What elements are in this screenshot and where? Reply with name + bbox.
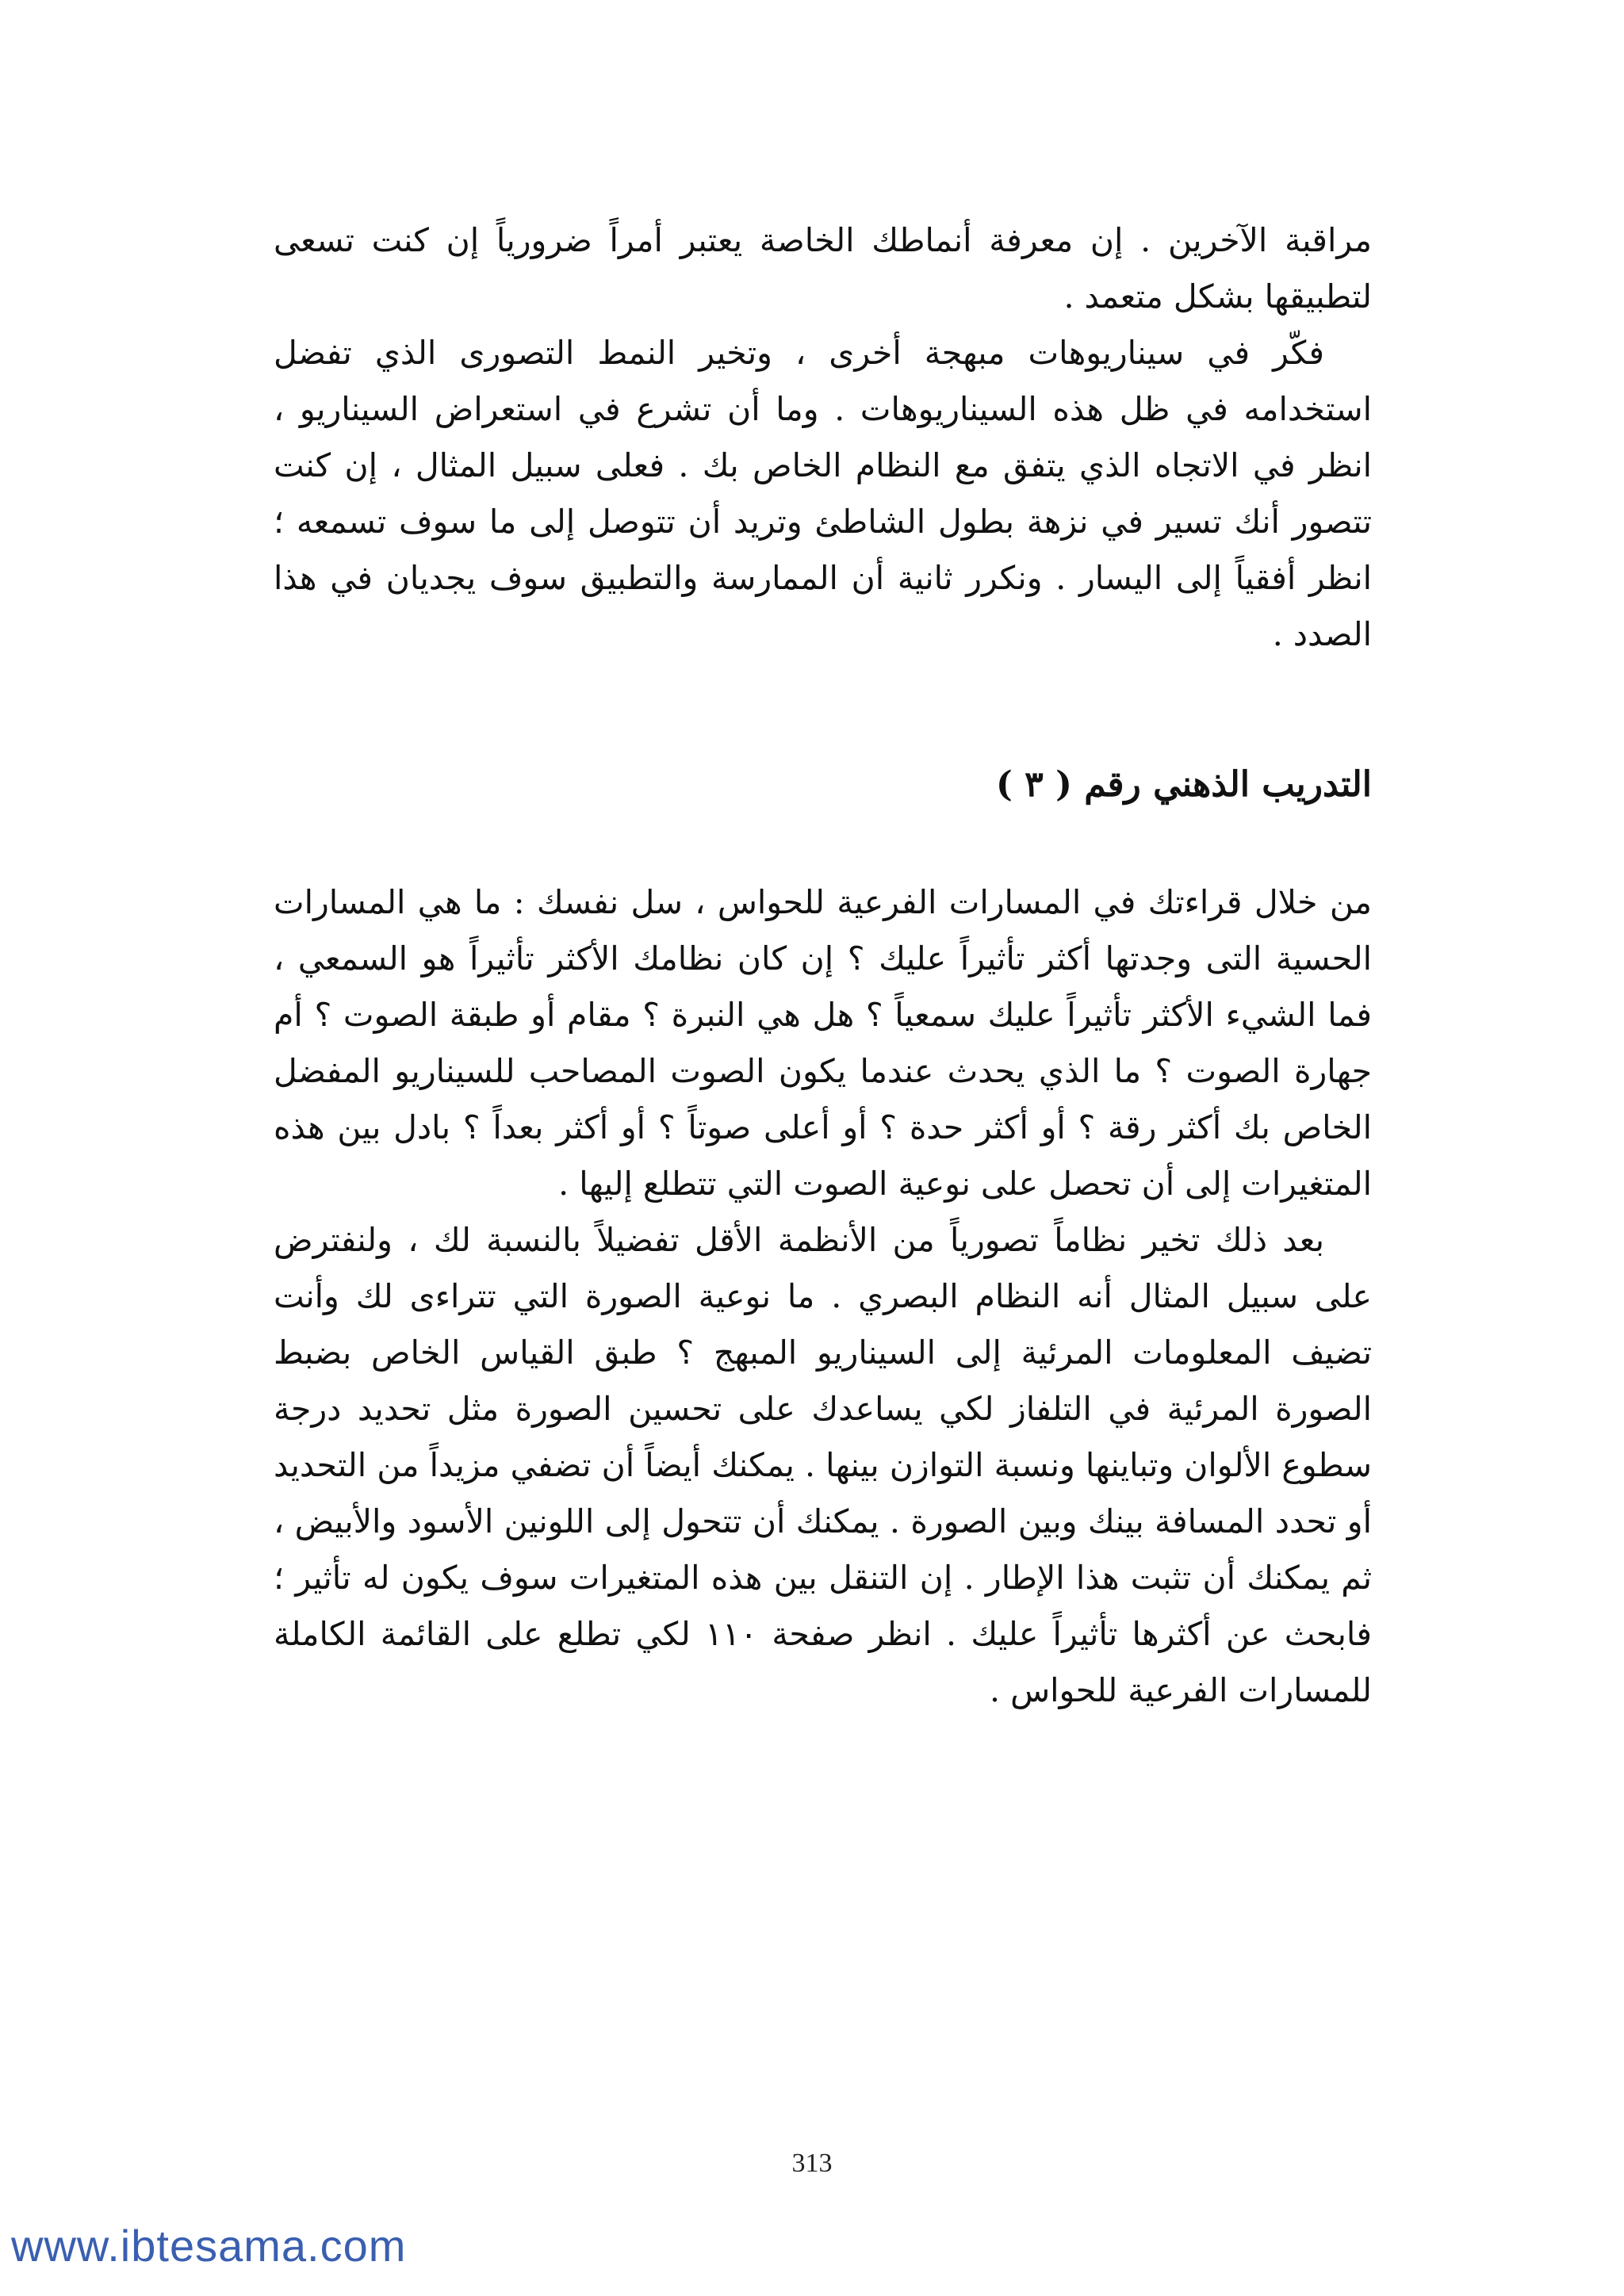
paragraph: من خلال قراءتك في المسارات الفرعية للحواس ، سل نفسك : ما هي المسارات الحسية التى وجدتها أكثر تأثيراً عليك ؟ إن كان نظامك الأكثر تأثيراً هو السمعي ، فما الشيء الأكثر تأثيراً عليك سمعياً ؟ هل هي النبرة ؟ مقام أو طبقة الصوت ؟ أم جهارة الصوت ؟ ما الذي يحدث عندما يكون الصوت المصاحب للسيناريو المفضل الخاص بك أكثر رقة ؟ أو أكثر حدة ؟ أو أعلى صوتاً ؟ أو أكثر بعداً ؟ بادل بين هذه المتغيرات إلى أن تحصل على نوعية الصوت التي تتطلع إليها . bbox=[274, 883, 1372, 1203]
exercise-heading: التدريب الذهني رقم ( ٣ ) bbox=[995, 764, 1372, 805]
text-section-2 bbox=[274, 874, 1372, 1719]
paragraph: فكّر في سيناريوهات مبهجة أخرى ، وتخير النمط التصورى الذي تفضل استخدامه في ظل هذه السيناريوهات . وما أن تشرع في استعراض السيناريو ، انظر في الاتجاه الذي يتفق مع النظام الخاص بك . فعلى سبيل المثال ، إن كنت تتصور أنك تسير في نزهة بطول الشاطئ وتريد أن تتوصل إلى ما سوف تسمعه ؛ انظر أفقياً إلى اليسار . ونكرر ثانية أن الممارسة والتطبيق سوف يجديان في هذا الصدد . bbox=[274, 334, 1372, 653]
paragraph: بعد ذلك تخير نظاماً تصورياً من الأنظمة الأقل تفضيلاً بالنسبة لك ، ولنفترض على سبيل المثال أنه النظام البصري . ما نوعية الصورة التي تتراءى لك وأنت تضيف المعلومات المرئية إلى السيناريو المبهج ؟ طبق القياس الخاص بضبط الصورة المرئية في التلفاز لكي يساعدك على تحسين الصورة مثل تحديد درجة سطوع الألوان وتباينها ونسبة التوازن بينها . يمكنك أيضاً أن تضفي مزيداً من التحديد أو تحدد المسافة بينك وبين الصورة . يمكنك أن تتحول إلى اللونين الأسود والأبيض ، ثم يمكنك أن تثبت هذا الإطار . إن التنقل بين هذه المتغيرات سوف يكون له تأثير ؛ فابحث عن أكثرها تأثيراً عليك . انظر صفحة ١١٠ لكي تطلع على القائمة الكاملة للمسارات الفرعية للحواس . bbox=[274, 1221, 1372, 1709]
watermark-url: www.ibtesama.com bbox=[11, 2221, 407, 2271]
paragraph: مراقبة الآخرين . إن معرفة أنماطك الخاصة يعتبر أمراً ضرورياً إن كنت تسعى لتطبيقها بشكل متعمد . bbox=[274, 221, 1372, 316]
page-number: 313 bbox=[791, 2149, 833, 2178]
text-section-1 bbox=[274, 212, 1372, 663]
